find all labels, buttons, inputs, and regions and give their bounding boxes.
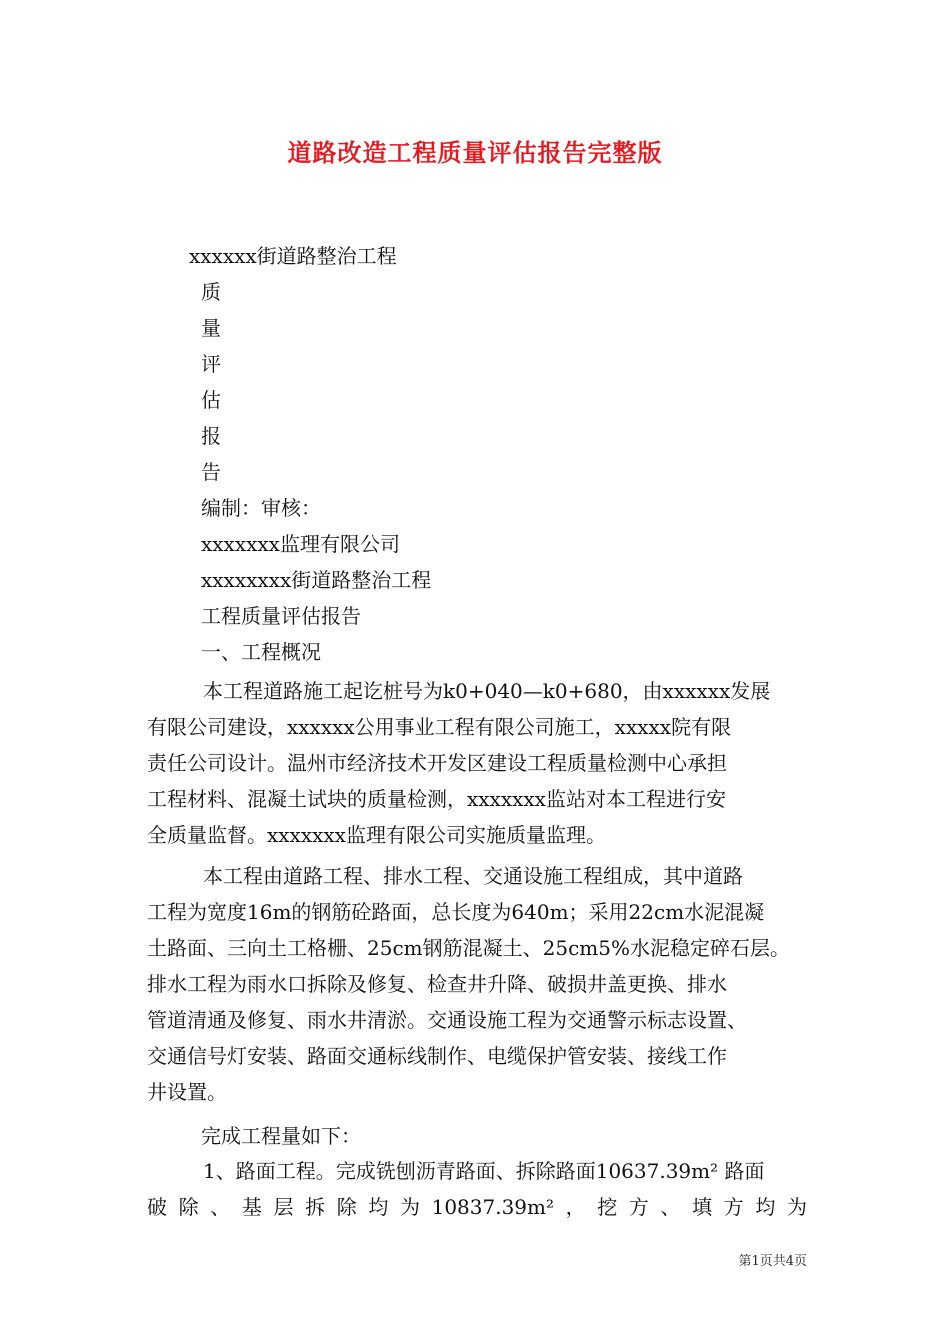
cover-title-char: 量 (201, 316, 221, 340)
section-heading: 一、工程概况 (201, 640, 321, 664)
cover-title-char: 评 (201, 352, 221, 376)
paragraph-line: 本工程由道路工程、排水工程、交通设施工程组成，其中道路 (203, 864, 743, 888)
paragraph-line: 排水工程为雨水口拆除及修复、检查井升降、破损井盖更换、排水 (147, 972, 727, 996)
paragraph-line: 交通信号灯安装、路面交通标线制作、电缆保护管安装、接线工作 (147, 1044, 727, 1068)
cover-title-char: 质 (201, 280, 221, 304)
paragraph-line: 破除、基层拆除均为10837.39m²，挖方、填方均为 (147, 1195, 807, 1219)
paragraph-line: 工程为宽度16m的钢筋砼路面，总长度为640m；采用22cm水泥混凝 (147, 900, 765, 924)
report-title: 工程质量评估报告 (201, 604, 361, 628)
composition-paragraph (147, 858, 807, 1110)
paragraph-line: 全质量监督。xxxxxxx监理有限公司实施质量监理。 (147, 823, 606, 847)
cover-title-char: 估 (201, 388, 221, 412)
quantities-heading: 完成工程量如下： (201, 1124, 361, 1148)
paragraph-line: 责任公司设计。温州市经济技术开发区建设工程质量检测中心承担 (147, 751, 727, 775)
cover-project-name: xxxxxx街道路整治工程 (189, 244, 397, 268)
paragraph-line: 本工程道路施工起讫桩号为k0+040—k0+680，由xxxxxx发展 (203, 679, 771, 703)
page-number: 第1页共4页 (738, 1254, 807, 1269)
overview-paragraph (147, 673, 807, 853)
page-title: 道路改造工程质量评估报告完整版 (287, 138, 663, 167)
paragraph-line: 管道清通及修复、雨水井清淤。交通设施工程为交通警示标志设置、 (147, 1008, 747, 1032)
paragraph-line: 井设置。 (147, 1080, 227, 1104)
paragraph-line: 土路面、三向土工格栅、25cm钢筋混凝土、25cm5%水泥稳定碎石层。 (147, 936, 790, 960)
cover-title-char: 告 (201, 460, 221, 484)
paragraph-line: 工程材料、混凝土试块的质量检测，xxxxxxx监站对本工程进行安 (147, 787, 726, 811)
cover-title-char: 报 (201, 424, 221, 448)
paragraph-line: 有限公司建设，xxxxxx公用事业工程有限公司施工，xxxxx院有限 (147, 715, 732, 739)
item1-paragraph (147, 1153, 807, 1225)
compile-review-line: 编制：审核： (201, 496, 321, 520)
company-name: xxxxxxx监理有限公司 (201, 532, 400, 556)
report-project-name: xxxxxxxx街道路整治工程 (201, 568, 432, 592)
paragraph-line: 1、路面工程。完成铣刨沥青路面、拆除路面10637.39m² 路面 (203, 1159, 765, 1183)
